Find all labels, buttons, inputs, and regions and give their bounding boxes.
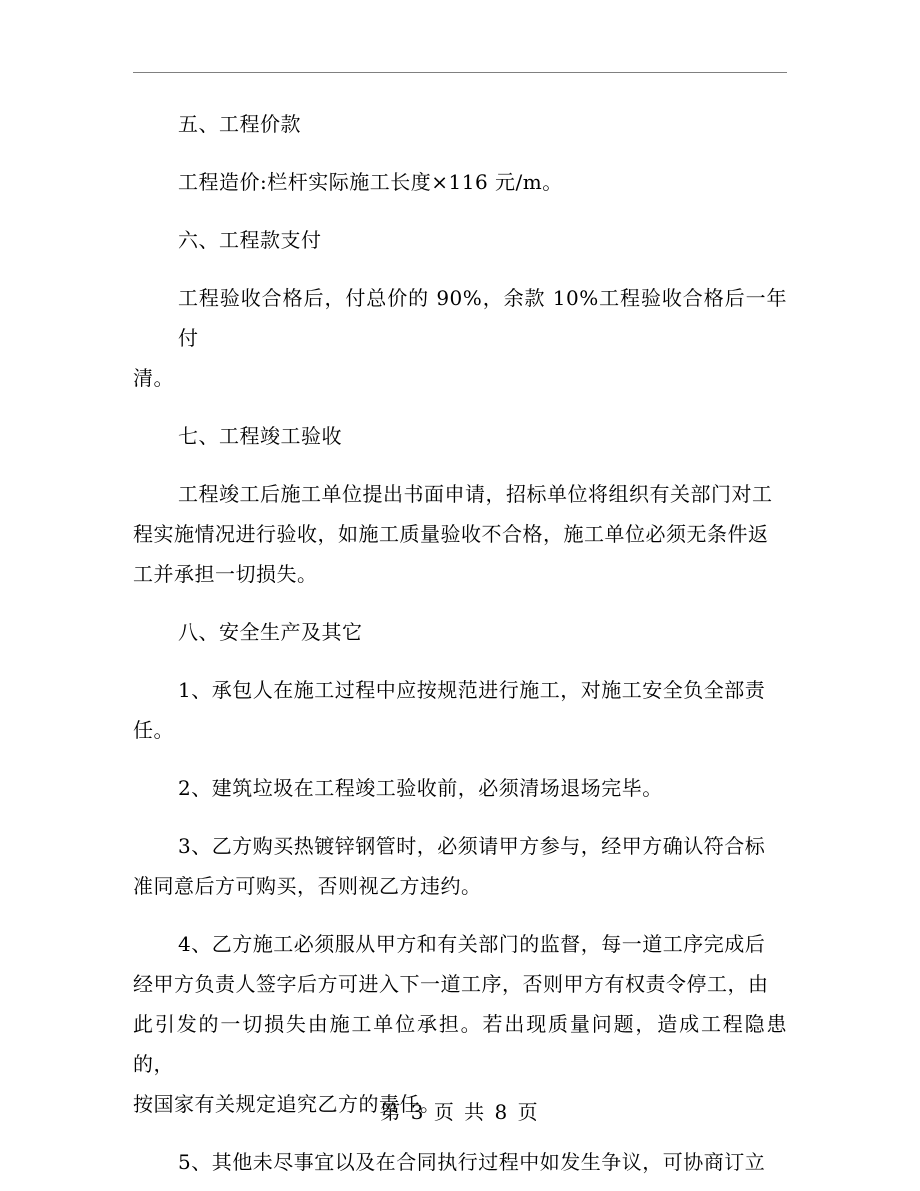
text-line: 工并承担一切损失。: [133, 562, 318, 586]
paragraph-payment: [133, 278, 787, 398]
text-line: 按国家有关规定追究乙方的责任。: [133, 1092, 441, 1116]
clause-1: [133, 670, 787, 750]
page-number-footer: 第 3 页 共 8 页: [380, 1100, 540, 1124]
text-line: 八、安全生产及其它: [178, 620, 363, 644]
text-line: 工程造价:栏杆实际施工长度×116 元/m。: [178, 170, 563, 194]
clause-4: [133, 924, 787, 1124]
text-line: 5、其他未尽事宜以及在合同执行过程中如发生争议，可协商订立: [178, 1150, 766, 1174]
clause-5: [133, 1142, 787, 1182]
text-line: 4、乙方施工必须服从甲方和有关部门的监督，每一道工序完成后: [178, 932, 766, 956]
clause-3: [133, 826, 787, 906]
section-heading-6: [133, 220, 787, 260]
text-line: 工程竣工后施工单位提出书面申请，招标单位将组织有关部门对工: [178, 482, 773, 506]
clause-2: [133, 768, 787, 808]
paragraph-acceptance: [133, 474, 787, 594]
text-line: 六、工程款支付: [178, 228, 322, 252]
text-line: 五、工程价款: [178, 112, 301, 136]
text-line: 七、工程竣工验收: [178, 424, 342, 448]
section-heading-5: [133, 104, 787, 144]
section-heading-8: [133, 612, 787, 652]
text-line: 准同意后方可购买，否则视乙方违约。: [133, 874, 482, 898]
text-line: 清。: [133, 366, 174, 390]
section-heading-7: [133, 416, 787, 456]
text-line: 经甲方负责人签字后方可进入下一道工序，否则甲方有权责令停工，由: [133, 972, 769, 996]
paragraph-price: [133, 162, 787, 202]
text-line: 此引发的一切损失由施工单位承担。若出现质量问题，造成工程隐患的，: [133, 1012, 787, 1076]
text-line: 1、承包人在施工过程中应按规范进行施工，对施工安全负全部责: [178, 678, 766, 702]
text-line: 2、建筑垃圾在工程竣工验收前，必须清场退场完毕。: [178, 776, 663, 800]
header-rule: [133, 72, 787, 73]
text-line: 程实施情况进行验收，如施工质量验收不合格，施工单位必须无条件返: [133, 522, 769, 546]
text-line: 3、乙方购买热镀锌钢管时，必须请甲方参与，经甲方确认符合标: [178, 834, 766, 858]
document-body: [133, 104, 787, 1182]
text-line: 任。: [133, 718, 174, 742]
text-line: 工程验收合格后，付总价的 90%，余款 10%工程验收合格后一年付: [178, 286, 787, 350]
